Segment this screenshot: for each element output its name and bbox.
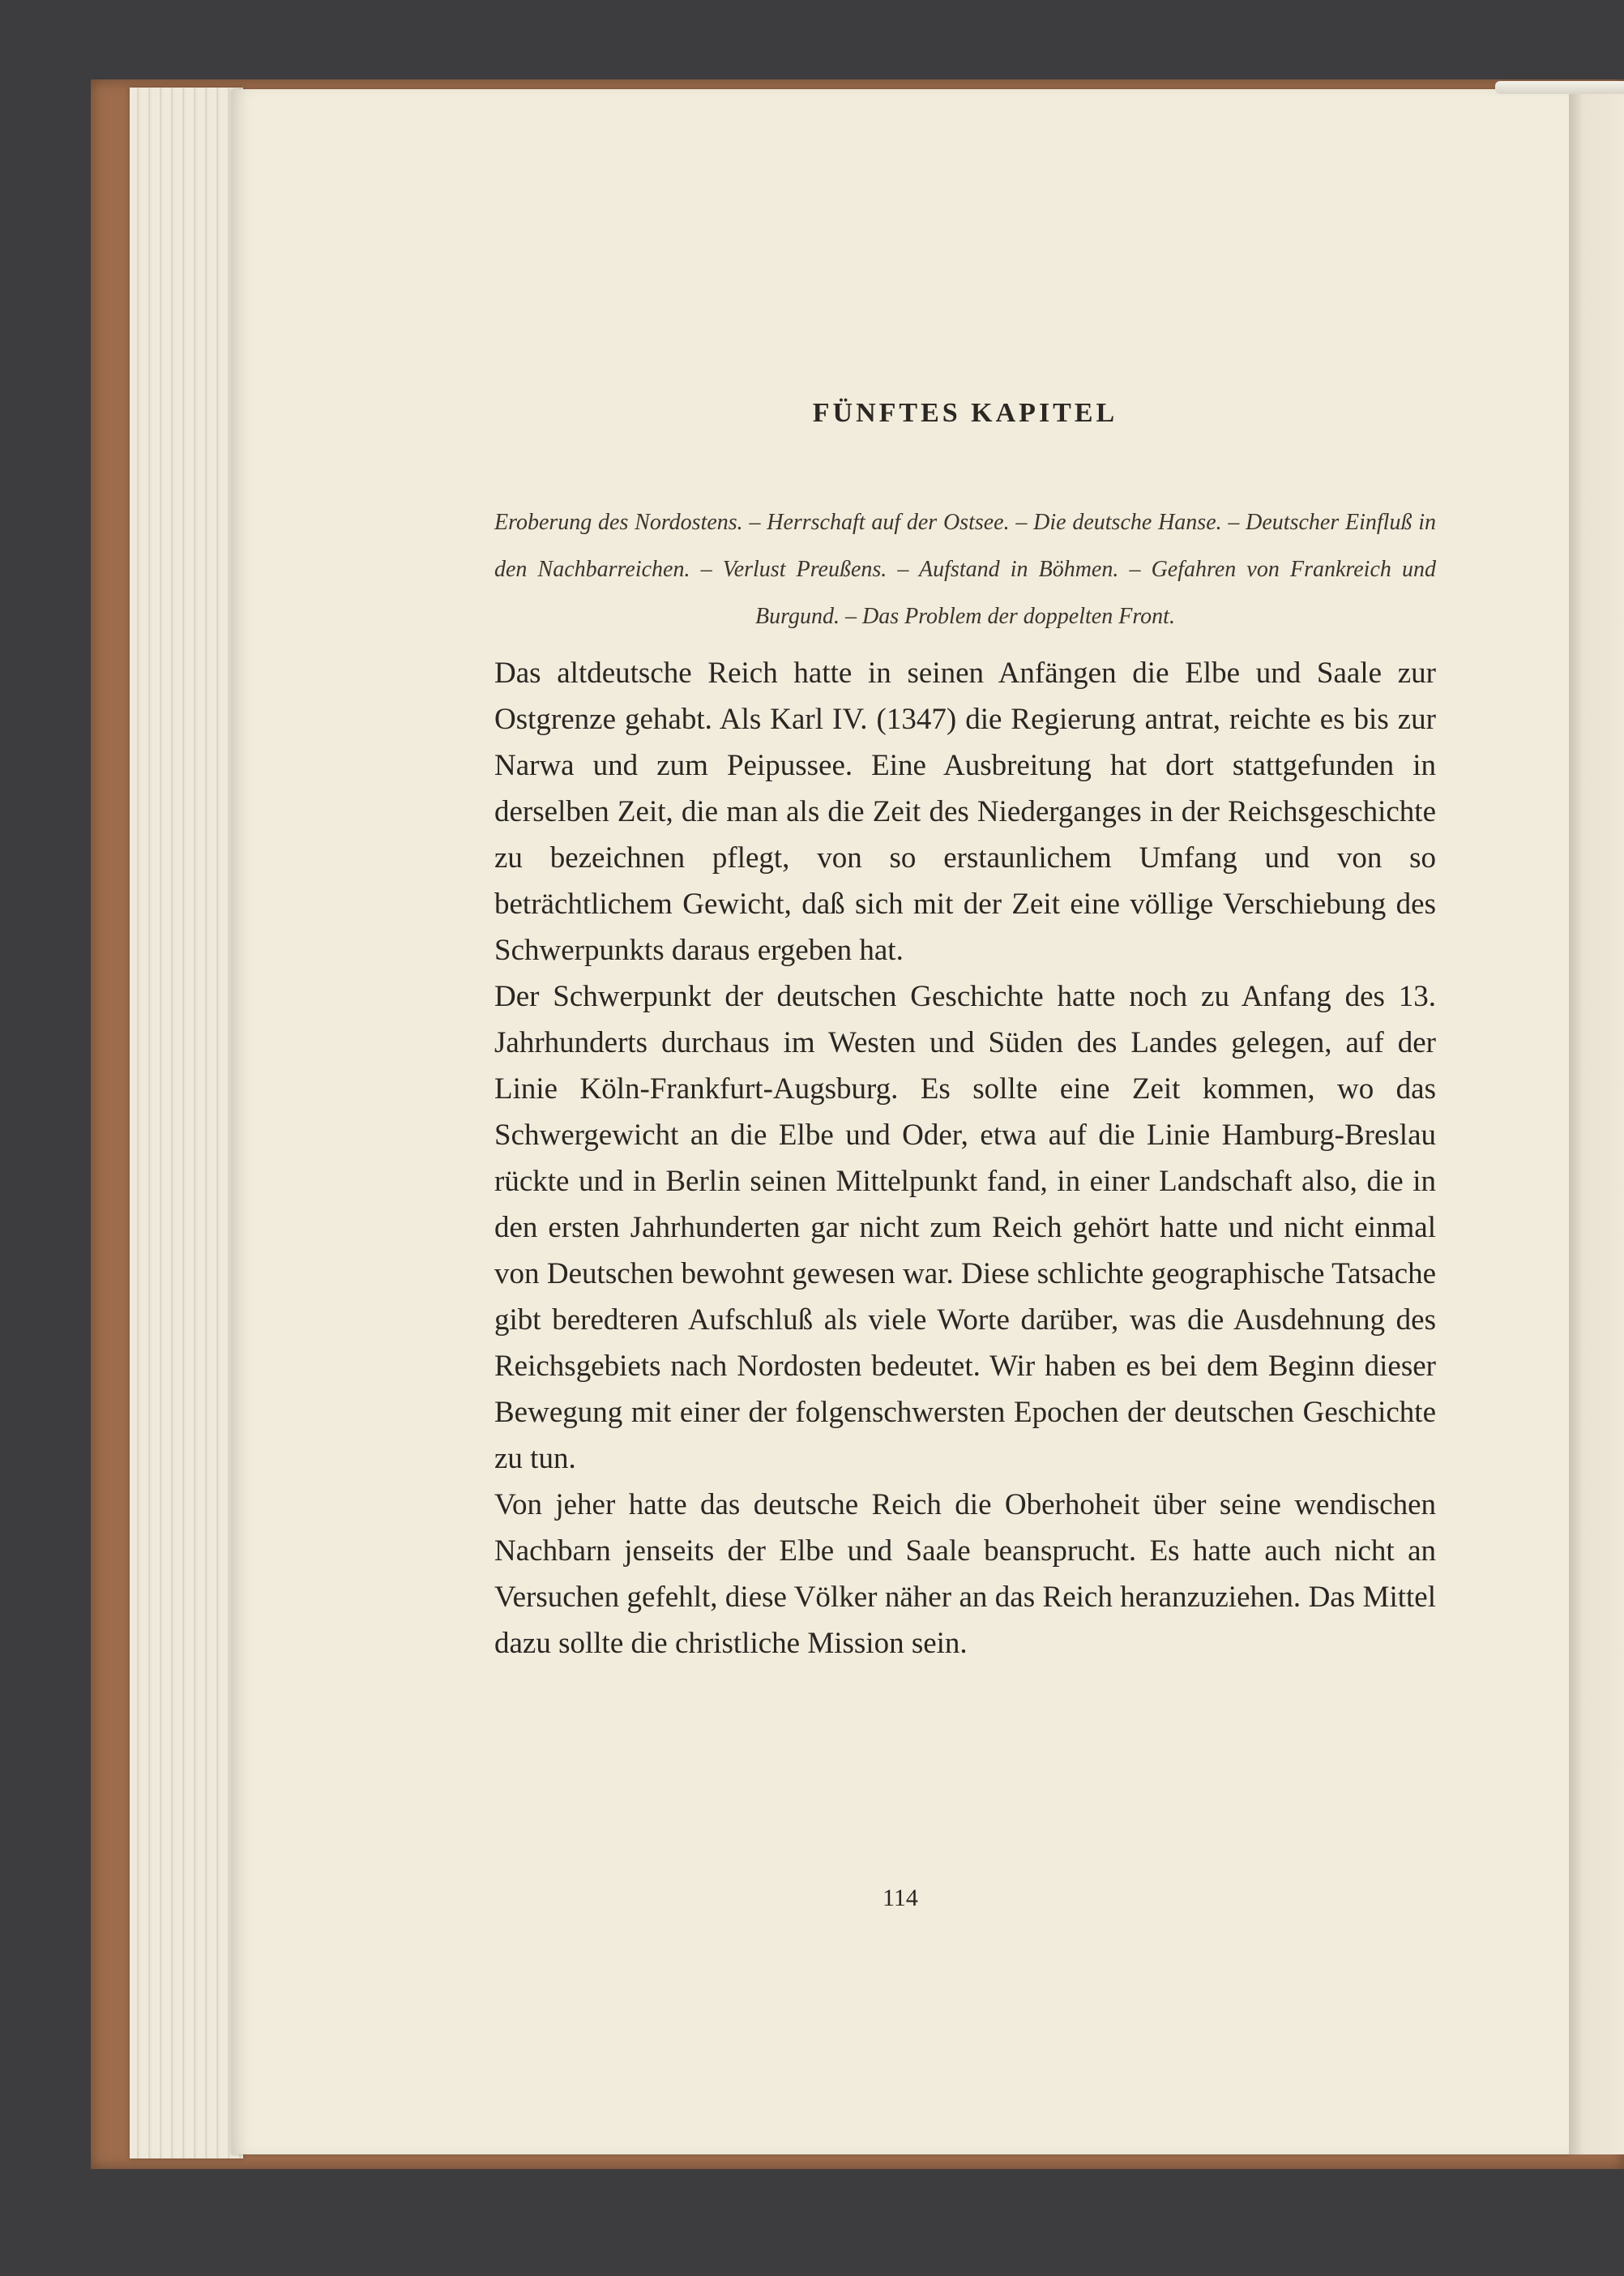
chapter-summary: Eroberung des Nordostens. – Herrschaft auf der Ostsee. – Die deutsche Hanse. – Deutscher Einfluß in den Nachbarreichen. – Verlust Preußens. – Aufstand in Böhmen. – Gefahren von Frankreich und Burgund. – Das Problem der doppelten Front. [494, 510, 1436, 629]
chapter-title: FÜNFTES KAPITEL [812, 398, 1118, 428]
paragraph: Das altdeutsche Reich hatte in seinen Anfängen die Elbe und Saale zur Ostgrenze gehabt. Als Karl IV. (1347) die Regierung antrat, reichte es bis zur Narwa und zum Peipussee. Eine Ausbreitung hat dort stattgefunden in derselben Zeit, die man als die Zeit des Niederganges in der Reichsgeschichte zu bezeichnen pflegt, von so erstaunlichem Umfang und von so beträchtlichem Gewicht, daß sich mit der Zeit eine völlige Verschiebung des Schwerpunkts daraus ergeben hat. [494, 657, 1436, 967]
paragraph: Der Schwerpunkt der deutschen Geschichte hatte noch zu Anfang des 13. Jahrhunderts durchaus im Westen und Süden des Landes gelegen, auf der Linie Köln-Frankfurt-Augsburg. Es sollte eine Zeit kommen, wo das Schwergewicht an die Elbe und Oder, etwa auf die Linie Hamburg-Breslau rückte und in Berlin seinen Mittelpunkt fand, in einer Landschaft also, die in den ersten Jahrhunderten gar nicht zum Reich gehört hatte und nicht einmal von Deutschen bewohnt gewesen war. Diese schlichte geographische Tatsache gibt beredteren Aufschluß als viele Worte darüber, was die Ausdehnung des Reichsgebiets nach Nordosten bedeutet. Wir haben es bei dem Beginn dieser Bewegung mit einer der folgenschwersten Epochen der deutschen Geschichte zu tun. [494, 980, 1436, 1475]
paragraph: Von jeher hatte das deutsche Reich die Oberhoheit über seine wendischen Nachbarn jenseits der Elbe und Saale beansprucht. Es hatte auch nicht an Versuchen gefehlt, diese Völker näher an das Reich heranzuziehen. Das Mittel dazu sollte die christliche Mission sein. [494, 1488, 1436, 1660]
page-number: 114 [883, 1885, 918, 1911]
